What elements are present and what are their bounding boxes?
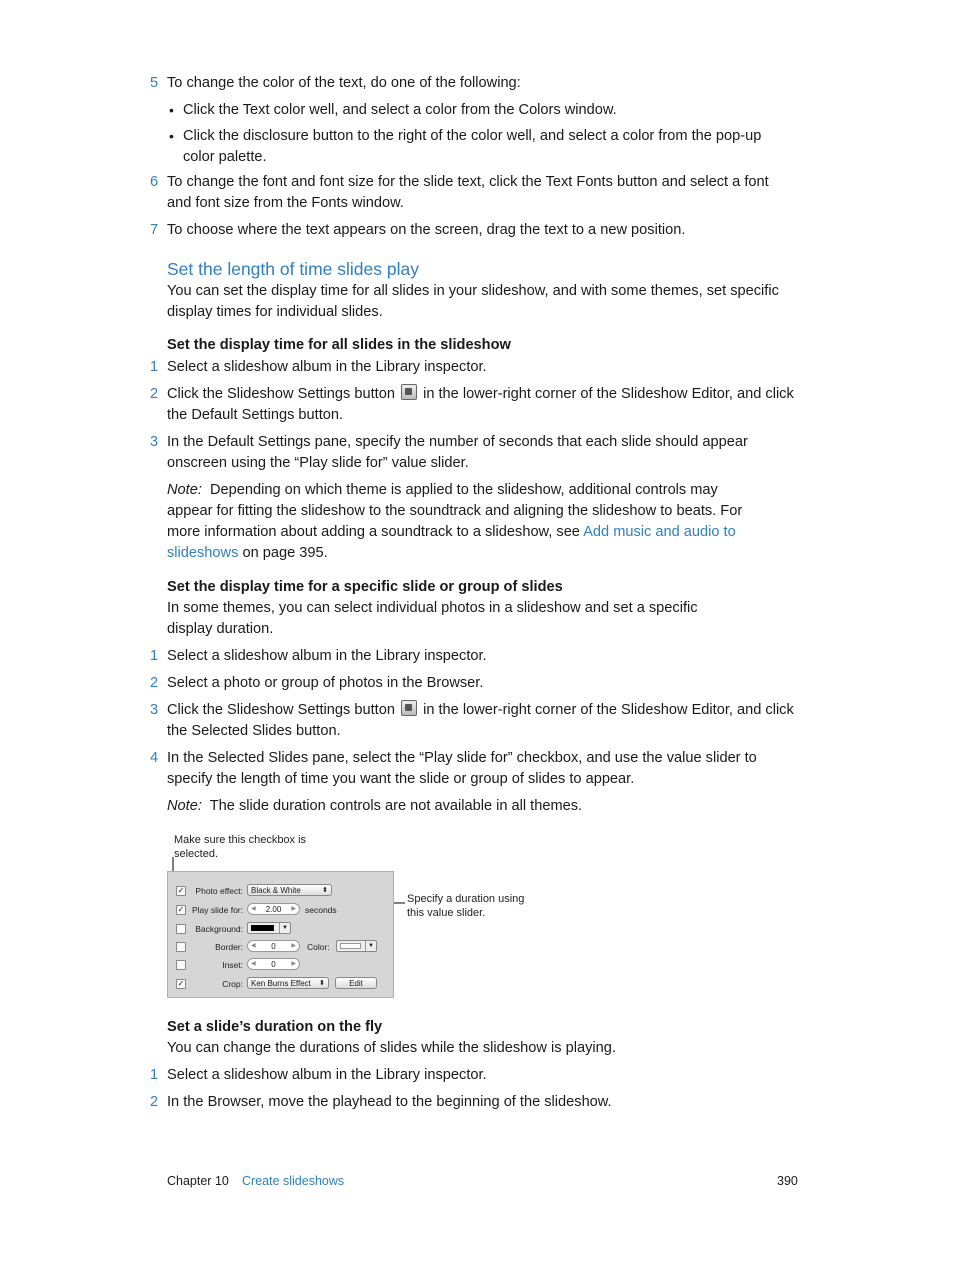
step-number: 1 (150, 1067, 159, 1083)
photo-effect-value: Black & White (251, 886, 301, 895)
subsection-heading: Set a slide’s duration on the fly (167, 1019, 383, 1035)
bullet-dot: • (169, 102, 174, 118)
border-label: Border: (215, 942, 243, 952)
chevron-updown-icon: ⬍ (319, 980, 325, 987)
play-slide-unit: seconds (305, 905, 337, 915)
step-text: Select a slideshow album in the Library inspector. (167, 648, 487, 664)
step-text: Select a slideshow album in the Library inspector. (167, 359, 487, 375)
bullet-dot: • (169, 128, 174, 144)
section-intro: You can set the display time for all slides in your slideshow, and with some themes, set specific display times for individual slides. (167, 283, 779, 320)
border-color-well[interactable] (336, 940, 377, 952)
arrow-left-icon: ◀ (251, 943, 256, 949)
step-text: To change the font and font size for the slide text, click the Text Fonts button and select a font and font size from the Fonts window. (167, 174, 769, 211)
step-number: 7 (150, 222, 159, 238)
step-text: In the Default Settings pane, specify the number of seconds that each slide should appear onscreen using the “Play slide for” value slider. (167, 434, 748, 471)
border-value-slider[interactable] (247, 940, 300, 952)
slideshow-settings-icon (401, 384, 417, 400)
note-text: Depending on which theme is applied to the slideshow, additional controls may appear for fitting the slideshow to the soundtrack and aligning the slideshow to beats. For more information about adding a soundtrack to a slideshow, see (167, 482, 743, 540)
bullet-text: Click the Text color well, and select a color from the Colors window. (183, 102, 617, 118)
step-text-part: in the lower-right corner of the Slideshow Editor, and click the Default Settings button. (167, 386, 794, 423)
slideshow-settings-icon (401, 700, 417, 716)
callout-checkbox: Make sure this checkbox is selected. (174, 834, 307, 860)
step-number: 6 (150, 174, 159, 190)
play-slide-row (168, 903, 395, 919)
border-color-swatch (340, 943, 361, 949)
crop-popup[interactable] (247, 977, 329, 989)
note (167, 480, 767, 564)
step-text-part: in the lower-right corner of the Slideshow Editor, and click the Selected Slides button. (167, 702, 794, 739)
background-color-swatch (251, 925, 274, 931)
inset-label: Inset: (222, 960, 243, 970)
step-text (167, 700, 802, 742)
section-heading: Set the length of time slides play (167, 259, 419, 279)
subsection-intro: You can change the durations of slides while the slideshow is playing. (167, 1040, 616, 1056)
background-color-well[interactable] (247, 922, 291, 934)
border-value: 0 (271, 942, 276, 951)
step-text: Select a slideshow album in the Library inspector. (167, 1067, 487, 1083)
page-number: 390 (777, 1174, 798, 1188)
play-slide-label: Play slide for: (191, 905, 243, 915)
photo-effect-checkbox[interactable]: ✓ (177, 886, 185, 895)
background-row (168, 922, 395, 938)
photo-effect-row (168, 884, 395, 900)
step-text: In the Selected Slides pane, select the “Play slide for” checkbox, and use the value slider to specify the length of time you want the slide or group of slides to appear. (167, 750, 757, 787)
step-text: In the Browser, move the playhead to the beginning of the slideshow. (167, 1094, 612, 1110)
border-row (168, 940, 395, 956)
subsection-heading: Set the display time for a specific slide or group of slides (167, 579, 563, 595)
note-label: Note: (167, 482, 202, 498)
crop-label: Crop: (222, 979, 243, 989)
step-text (167, 384, 802, 426)
play-slide-checkbox[interactable]: ✓ (177, 905, 185, 914)
arrow-left-icon: ◀ (251, 906, 256, 912)
add-music-link[interactable]: Add music and audio to slideshows (167, 524, 736, 561)
photo-effect-popup[interactable] (247, 884, 332, 896)
play-slide-value: 2.00 (265, 905, 282, 914)
color-label: Color: (307, 942, 330, 952)
note-text: The slide duration controls are not available in all themes. (209, 798, 583, 814)
crop-checkbox[interactable]: ✓ (177, 979, 185, 988)
subsection-heading: Set the display time for all slides in the slideshow (167, 337, 511, 353)
play-slide-value-slider[interactable] (247, 903, 300, 915)
note (167, 796, 802, 817)
step-number: 2 (150, 386, 159, 402)
callout-slider: Specify a duration using this value slider. (407, 893, 525, 919)
step-text: To change the color of the text, do one of the following: (167, 75, 521, 91)
chevron-down-icon[interactable]: ▼ (365, 941, 376, 951)
step-number: 3 (150, 434, 159, 450)
step-text-part: Click the Slideshow Settings button (167, 386, 395, 402)
step-number: 3 (150, 702, 159, 718)
step-number: 5 (150, 75, 159, 91)
note-tail: on page 395. (242, 545, 328, 561)
inset-value-slider[interactable] (247, 958, 300, 970)
step-text-part: Click the Slideshow Settings button (167, 702, 395, 718)
chevron-updown-icon: ⬍ (322, 887, 328, 894)
crop-value: Ken Burns Effect (251, 979, 311, 988)
step-number: 2 (150, 1094, 159, 1110)
step-number: 4 (150, 750, 159, 766)
note-label: Note: (167, 798, 202, 814)
edit-button[interactable]: Edit (335, 977, 377, 989)
background-checkbox[interactable] (176, 924, 186, 934)
chevron-down-icon[interactable]: ▼ (279, 923, 290, 933)
arrow-left-icon: ◀ (251, 961, 256, 967)
inset-value: 0 (271, 960, 276, 969)
arrow-right-icon: ▶ (291, 943, 296, 949)
step-text: To choose where the text appears on the screen, drag the text to a new position. (167, 222, 686, 238)
inset-row (168, 958, 395, 974)
bullet-text: Click the disclosure button to the right of the color well, and select a color from the pop-up color palette. (183, 128, 762, 165)
footer-chapter-link[interactable]: Create slideshows (242, 1174, 345, 1188)
step-number: 1 (150, 359, 159, 375)
border-checkbox[interactable] (176, 942, 186, 952)
footer-chapter: Chapter 10 (167, 1174, 229, 1188)
arrow-right-icon: ▶ (291, 961, 296, 967)
background-label: Background: (195, 924, 243, 934)
inset-checkbox[interactable] (176, 960, 186, 970)
step-number: 1 (150, 648, 159, 664)
photo-effect-label: Photo effect: (195, 886, 243, 896)
subsection-intro: In some themes, you can select individual photos in a slideshow and set a specific display duration. (167, 600, 698, 637)
step-number: 2 (150, 675, 159, 691)
step-text: Select a photo or group of photos in the Browser. (167, 675, 484, 691)
slideshow-settings-panel (167, 871, 394, 998)
crop-row (168, 977, 395, 993)
arrow-right-icon: ▶ (291, 906, 296, 912)
